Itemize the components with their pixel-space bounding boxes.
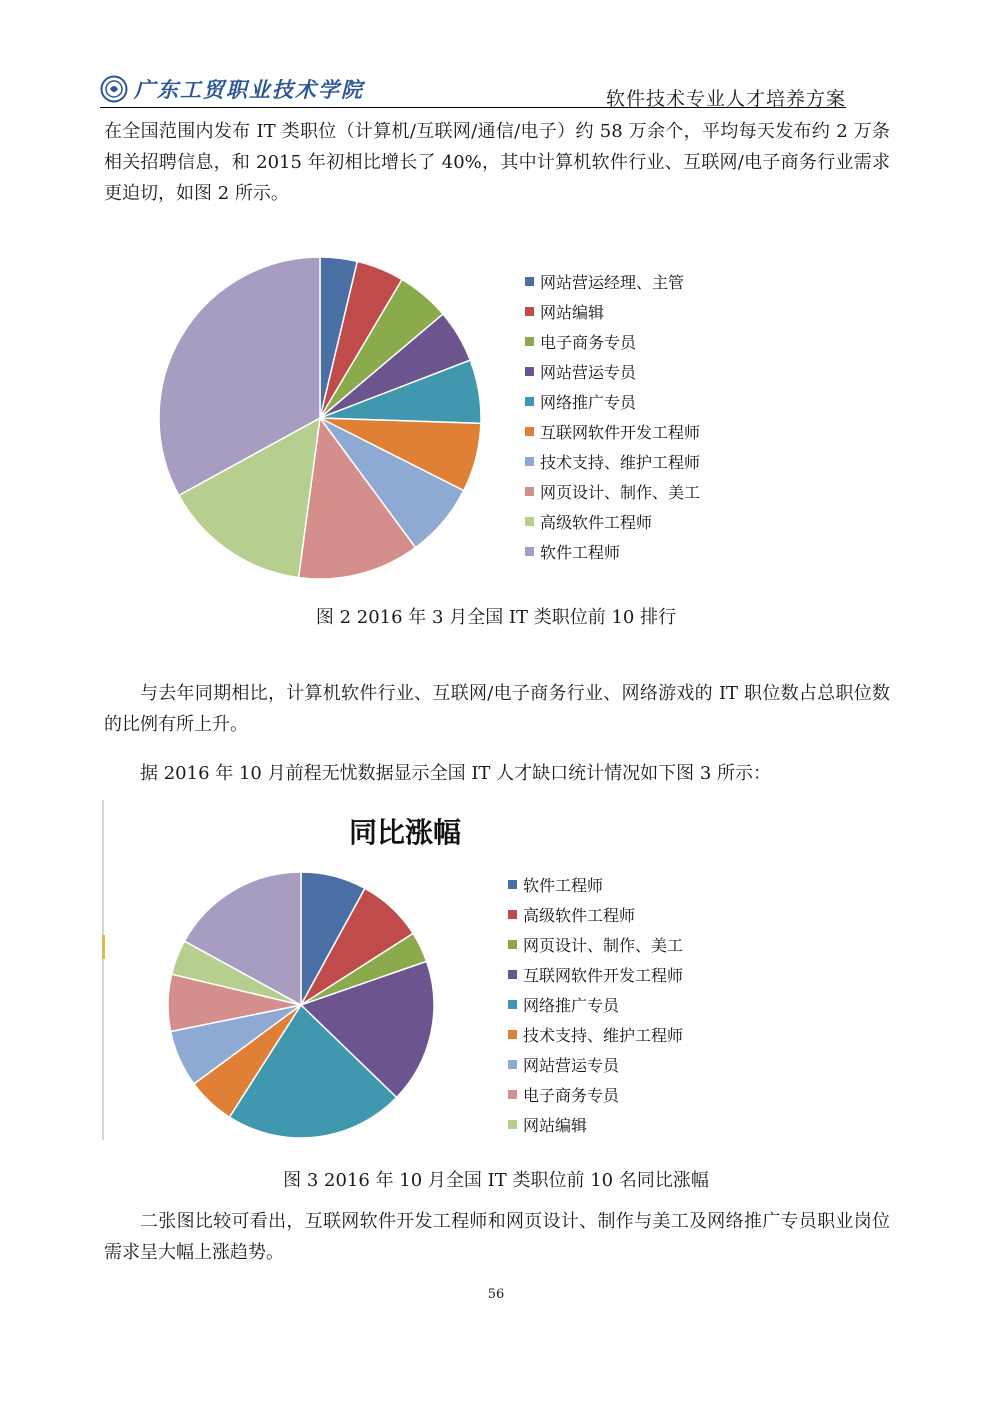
pie-chart-it-job-ranking [150, 245, 770, 590]
page-number: 56 [487, 1287, 505, 1302]
legend-swatch-1 [508, 880, 517, 889]
legend-label-9: 高级软件工程师 [540, 513, 653, 532]
legend-swatch-4 [508, 970, 517, 979]
legend-label-4: 网站营运专员 [540, 363, 637, 382]
legend-swatch-8 [508, 1090, 517, 1099]
legend-swatch-9 [508, 1120, 517, 1129]
figure-2-caption: 图 2 2016 年 3 月全国 IT 类职位前 10 排行 [315, 607, 677, 628]
legend-swatch-4 [525, 367, 534, 376]
header-divider [100, 107, 846, 108]
legend-label-5: 网络推广专员 [540, 393, 637, 412]
paragraph-1: 在全国范围内发布 IT 类职位（计算机/互联网/通信/电子）约 58 万余个，平均每天发布约 2 万条相关招聘信息，和 2015 年初相比增长了 40%，其中计算机软件行业、互联网/电子商务行业需求更迫切，如图 2 所示。 [104, 121, 890, 204]
legend-swatch-7 [525, 457, 534, 466]
legend-label-2: 高级软件工程师 [523, 906, 636, 925]
legend-swatch-5 [508, 1000, 517, 1009]
legend-label-7: 网站营运专员 [523, 1056, 620, 1075]
chart-title: 同比涨幅 [348, 816, 462, 849]
legend-swatch-10 [525, 547, 534, 556]
legend-label-3: 电子商务专员 [540, 333, 637, 352]
page-header [100, 74, 846, 108]
pie-chart-yoy-growth [100, 800, 720, 1145]
legend-swatch-6 [508, 1030, 517, 1039]
legend-label-6: 技术支持、维护工程师 [523, 1026, 684, 1045]
legend-label-6: 互联网软件开发工程师 [540, 423, 701, 442]
legend-label-3: 网页设计、制作、美工 [523, 936, 684, 955]
legend-swatch-5 [525, 397, 534, 406]
legend-swatch-2 [525, 307, 534, 316]
legend-swatch-3 [525, 337, 534, 346]
figure-3-caption: 图 3 2016 年 10 月全国 IT 类职位前 10 名同比涨幅 [283, 1170, 709, 1191]
legend-swatch-6 [525, 427, 534, 436]
paragraph-4: 二张图比较可看出，互联网软件开发工程师和网页设计、制作与美工及网络推广专员职业岗位需求呈大幅上涨趋势。 [104, 1211, 890, 1263]
legend-swatch-8 [525, 487, 534, 496]
legend-label-2: 网站编辑 [540, 303, 605, 322]
legend-label-5: 网络推广专员 [523, 996, 620, 1015]
legend-swatch-7 [508, 1060, 517, 1069]
document-title: 软件技术专业人才培养方案 [605, 88, 846, 110]
legend-label-10: 软件工程师 [540, 543, 621, 562]
legend-swatch-9 [525, 517, 534, 526]
school-name: 广东工贸职业技术学院 [134, 77, 364, 102]
legend-label-1: 网站营运经理、主管 [540, 273, 685, 292]
chart-frame-handle [102, 935, 105, 959]
legend-label-4: 互联网软件开发工程师 [523, 966, 684, 985]
legend-label-7: 技术支持、维护工程师 [540, 453, 701, 472]
legend-label-1: 软件工程师 [523, 876, 604, 895]
legend-swatch-2 [508, 910, 517, 919]
legend-label-9: 网站编辑 [523, 1116, 588, 1135]
school-logo [100, 74, 364, 104]
legend-swatch-1 [525, 277, 534, 286]
legend-label-8: 电子商务专员 [523, 1086, 620, 1105]
legend-label-8: 网页设计、制作、美工 [540, 483, 701, 502]
paragraph-2: 与去年同期相比，计算机软件行业、互联网/电子商务行业、网络游戏的 IT 职位数占总职位数的比例有所上升。 [104, 683, 890, 735]
legend-swatch-3 [508, 940, 517, 949]
school-seal-icon [100, 75, 128, 103]
paragraph-3: 据 2016 年 10 月前程无忧数据显示全国 IT 人才缺口统计情况如下图 3 所示： [140, 763, 772, 784]
